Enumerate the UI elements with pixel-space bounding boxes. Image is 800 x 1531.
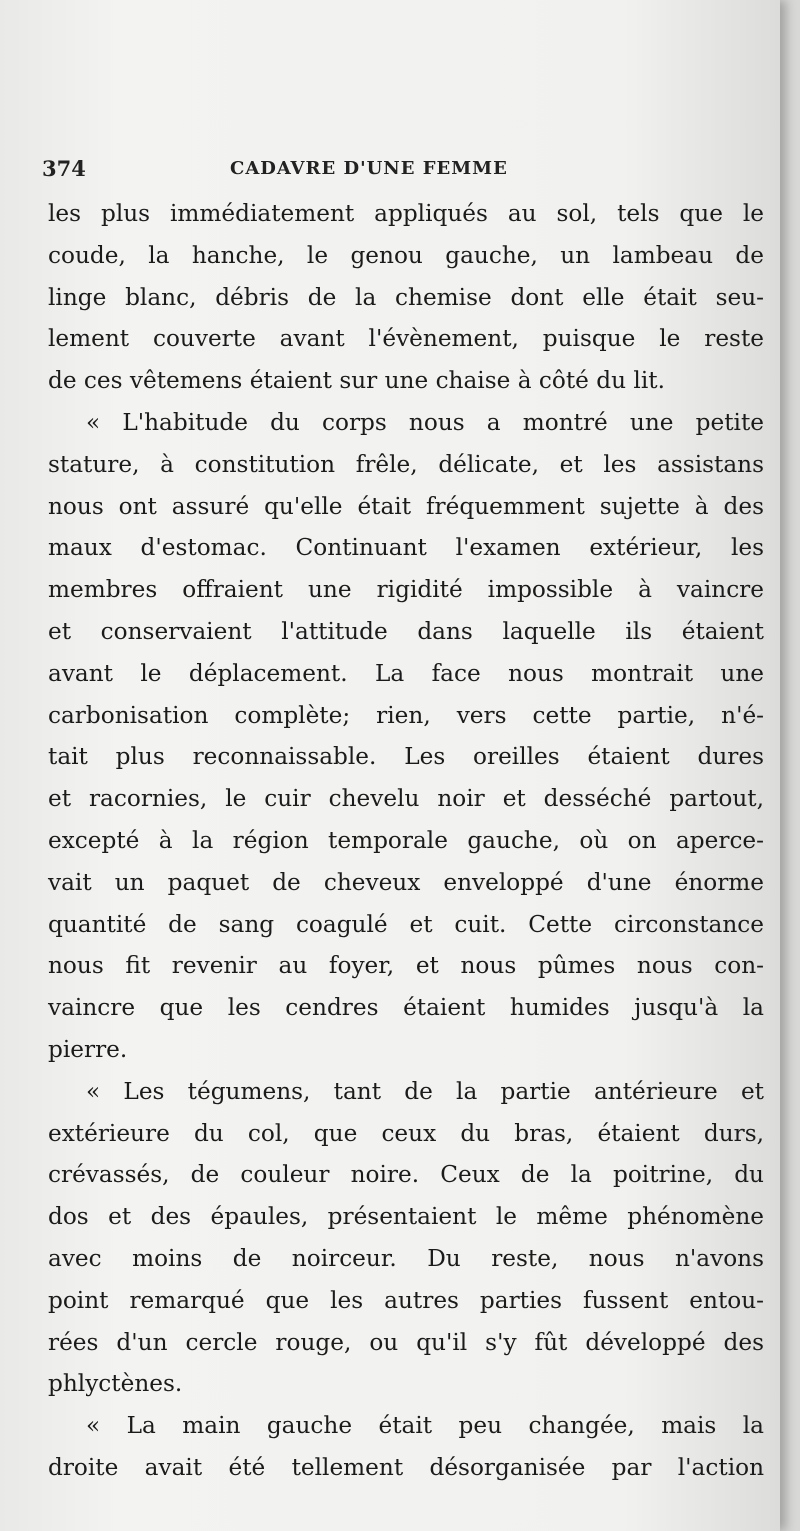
text-line: crévassés, de couleur noire. Ceux de la poitrine, du: [48, 1161, 764, 1189]
text-line: coude, la hanche, le genou gauche, un lambeau de: [48, 241, 764, 269]
text-line: les plus immédiatement appliqués au sol, tels que le: [48, 200, 764, 227]
text-line: carbonisation complète; rien, vers cette partie, n'é-: [48, 701, 764, 729]
body-text: [48, 193, 764, 1489]
text-line: maux d'estomac. Continuant l'examen extérieur, les: [48, 534, 764, 562]
text-line: pierre.: [48, 1035, 128, 1063]
running-title: CADAVRE D'UNE FEMME: [230, 158, 508, 179]
text-line: lement couverte avant l'évènement, puisque le reste: [48, 325, 764, 353]
text-line: excepté à la région temporale gauche, où on aperce-: [48, 826, 764, 854]
text-line: et racornies, le cuir chevelu noir et desséché partout,: [48, 785, 764, 813]
text-line: stature, à constitution frêle, délicate, et les assistans: [48, 450, 764, 478]
text-line: « L'habitude du corps nous a montré une petite: [86, 408, 764, 436]
text-line: tait plus reconnaissable. Les oreilles étaient dures: [48, 743, 764, 771]
text-line: linge blanc, débris de la chemise dont elle était seu-: [48, 283, 764, 311]
text-line: quantité de sang coagulé et cuit. Cette circonstance: [48, 910, 764, 938]
text-line: avec moins de noirceur. Du reste, nous n'avons: [48, 1244, 764, 1272]
text-line: dos et des épaules, présentaient le même phénomène: [48, 1203, 764, 1231]
text-line: phlyctènes.: [48, 1370, 183, 1398]
text-line: avant le déplacement. La face nous montrait une: [48, 659, 764, 687]
text-line: extérieure du col, que ceux du bras, étaient durs,: [48, 1119, 764, 1147]
text-line: membres offraient une rigidité impossible à vaincre: [48, 576, 764, 604]
text-line: nous fit revenir au foyer, et nous pûmes nous con-: [48, 952, 764, 980]
text-line: « Les tégumens, tant de la partie antérieure et: [86, 1077, 764, 1105]
text-line: droite avait été tellement désorganisée par l'action: [48, 1453, 764, 1481]
page-number: 374: [42, 156, 86, 181]
text-line: rées d'un cercle rouge, ou qu'il s'y fût développé des: [48, 1328, 764, 1356]
text-line: nous ont assuré qu'elle était fréquemment sujette à des: [48, 492, 764, 520]
text-line: vait un paquet de cheveux enveloppé d'une énorme: [48, 868, 764, 896]
text-line: et conservaient l'attitude dans laquelle ils étaient: [48, 617, 764, 645]
text-line: de ces vêtemens étaient sur une chaise à côté du lit.: [48, 367, 665, 395]
text-line: « La main gauche était peu changée, mais la: [86, 1412, 764, 1440]
page-header: [42, 152, 762, 188]
text-line: vaincre que les cendres étaient humides jusqu'à la: [48, 994, 764, 1022]
text-line: point remarqué que les autres parties fussent entou-: [48, 1286, 764, 1314]
